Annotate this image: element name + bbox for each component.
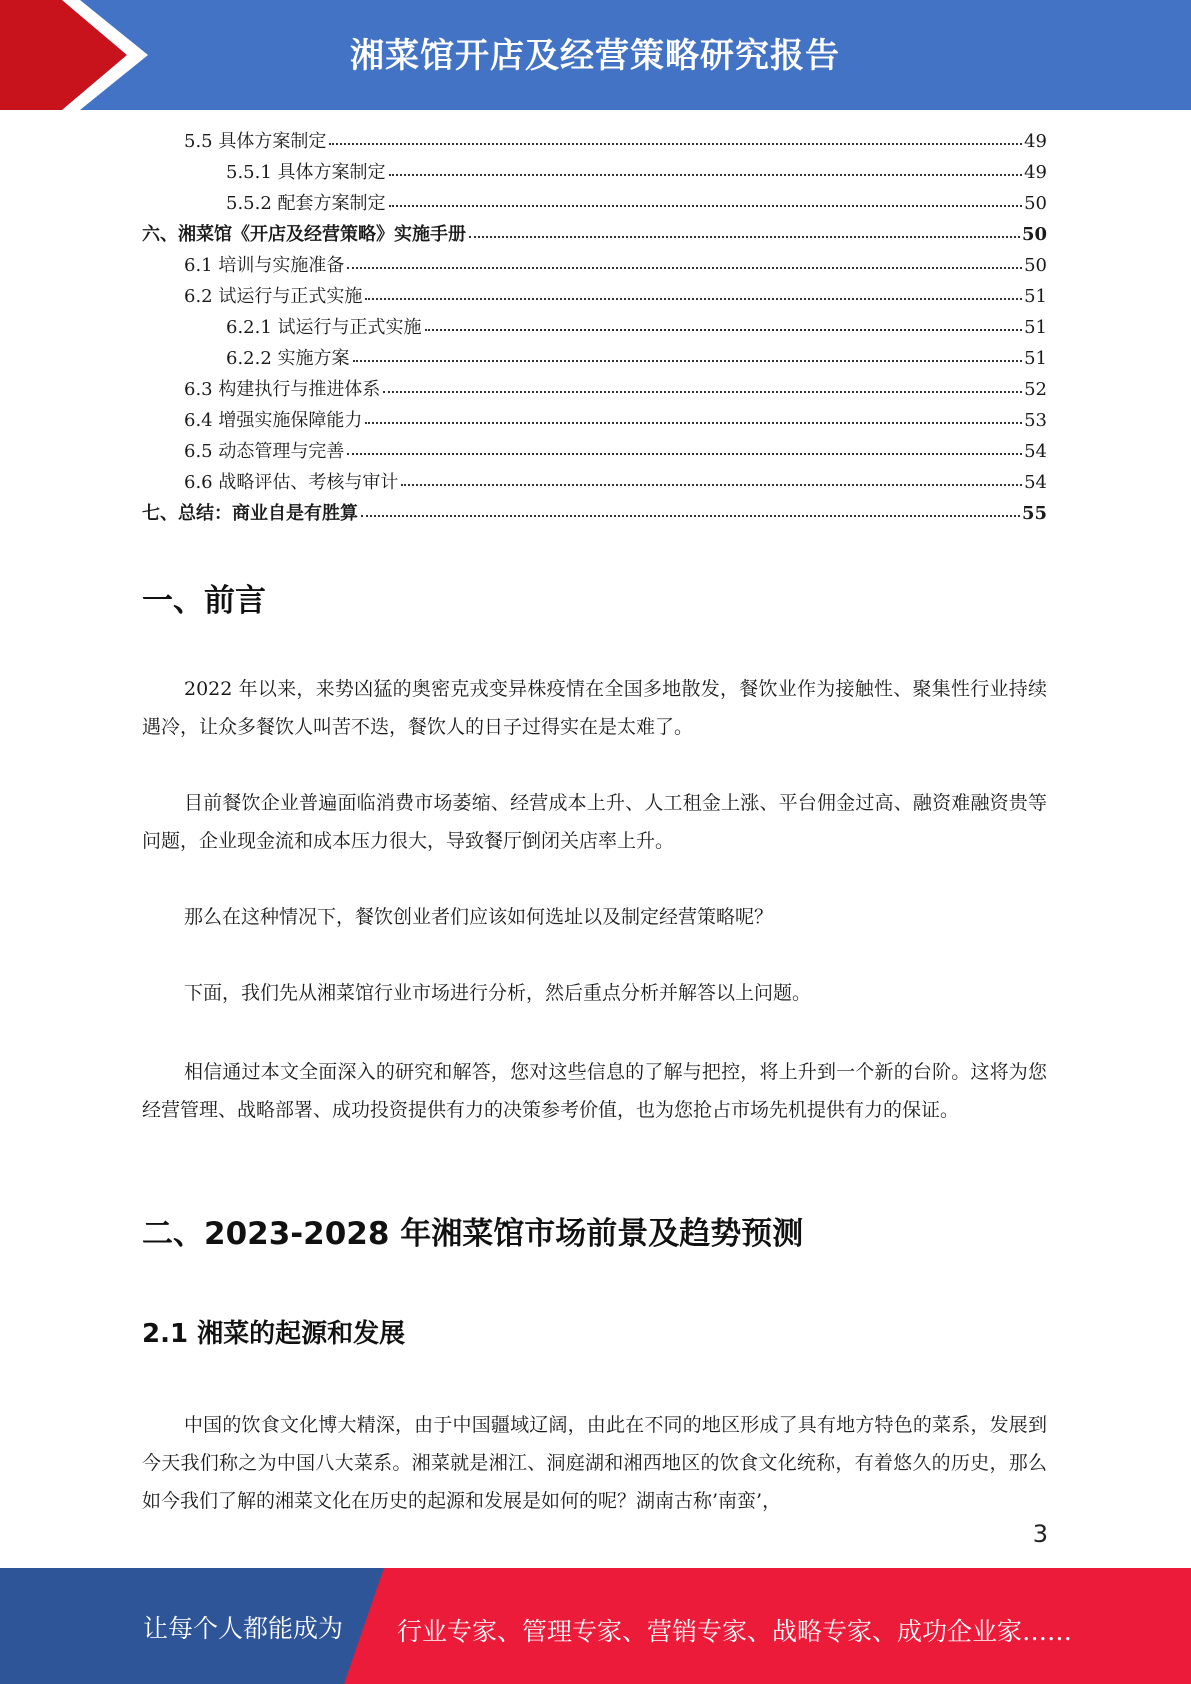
- toc-leader-dots: [389, 174, 1023, 176]
- toc-entry-label: 6.3 构建执行与推进体系: [184, 379, 381, 400]
- toc-entry-label: 六、湘菜馆《开店及经营策略》实施手册: [142, 224, 466, 245]
- toc-entry-page: 51: [1024, 286, 1047, 307]
- toc-entry-label: 5.5 具体方案制定: [184, 131, 327, 152]
- toc-entry-page: 50: [1024, 255, 1047, 276]
- section-heading-forecast: 二、2023-2028 年湘菜馆市场前景及趋势预测: [142, 1216, 804, 1252]
- toc-entry-page: 50: [1024, 193, 1047, 214]
- toc-entry-page: 50: [1021, 224, 1047, 245]
- toc-entry[interactable]: [226, 345, 1047, 373]
- subsection-heading: 2.1 湘菜的起源和发展: [142, 1319, 406, 1349]
- paragraph: 2022 年以来，来势凶猛的奥密克戎变异株疫情在全国多地散发，餐饮业作为接触性、聚集性行业持续遇冷，让众多餐饮人叫苦不迭，餐饮人的日子过得实在是太难了。: [142, 678, 1047, 738]
- report-title: 湘菜馆开店及经营策略研究报告: [350, 36, 840, 76]
- toc-entry[interactable]: [142, 221, 1047, 249]
- toc-leader-dots: [365, 298, 1022, 300]
- toc-entry-page: 54: [1024, 472, 1047, 493]
- paragraph: 目前餐饮企业普遍面临消费市场萎缩、经营成本上升、人工租金上涨、平台佣金过高、融资难融资贵等问题，企业现金流和成本压力很大，导致餐厅倒闭关店率上升。: [142, 792, 1047, 852]
- footer-banner: [0, 1568, 1191, 1684]
- toc-entry-label: 6.5 动态管理与完善: [184, 441, 345, 462]
- toc-entry-page: 49: [1024, 162, 1047, 183]
- section-heading-preface: 一、前言: [142, 583, 266, 619]
- footer-slogan-left: 让每个人都能成为: [143, 1614, 344, 1643]
- toc-entry-label: 5.5.1 具体方案制定: [226, 162, 386, 183]
- paragraph: 中国的饮食文化博大精深，由于中国疆域辽阔，由此在不同的地区形成了具有地方特色的菜系，发展到今天我们称之为中国八大菜系。湘菜就是湘江、洞庭湖和湘西地区的饮食文化统称，有着悠久的历史，那么如今我们了解的湘菜文化在历史的起源和发展是如何的呢？湖南古称’南蛮’，: [142, 1414, 1047, 1512]
- header-banner: [0, 0, 1191, 110]
- toc-leader-dots: [401, 484, 1022, 486]
- toc-entry-label: 6.4 增强实施保障能力: [184, 410, 363, 431]
- toc-leader-dots: [365, 422, 1022, 424]
- toc-entry-page: 52: [1024, 379, 1047, 400]
- toc-entry-label: 6.2 试运行与正式实施: [184, 286, 363, 307]
- toc-leader-dots: [353, 360, 1023, 362]
- toc-entry[interactable]: [184, 438, 1047, 466]
- toc-entry[interactable]: [226, 190, 1047, 218]
- toc-leader-dots: [347, 267, 1022, 269]
- toc-entry-page: 54: [1024, 441, 1047, 462]
- toc-entry[interactable]: [142, 500, 1047, 528]
- toc-entry-page: 53: [1024, 410, 1047, 431]
- toc-entry-page: 51: [1024, 348, 1047, 369]
- toc-entry-label: 5.5.2 配套方案制定: [226, 193, 386, 214]
- toc-entry-page: 51: [1024, 317, 1047, 338]
- toc-entry-page: 55: [1021, 503, 1047, 524]
- toc-entry[interactable]: [184, 283, 1047, 311]
- paragraph: 相信通过本文全面深入的研究和解答，您对这些信息的了解与把控，将上升到一个新的台阶。这将为您经营管理、战略部署、成功投资提供有力的决策参考价值，也为您抢占市场先机提供有力的保证。: [142, 1061, 1047, 1121]
- page-number: 3: [1032, 1520, 1048, 1548]
- toc-entry-page: 49: [1024, 131, 1047, 152]
- toc-leader-dots: [383, 391, 1022, 393]
- toc-entry-label: 6.2.2 实施方案: [226, 348, 350, 369]
- toc-entry[interactable]: [184, 407, 1047, 435]
- paragraph: 下面，我们先从湘菜馆行业市场进行分析，然后重点分析并解答以上问题。: [184, 982, 812, 1004]
- toc-entry[interactable]: [226, 159, 1047, 187]
- toc-leader-dots: [469, 236, 1020, 238]
- toc-leader-dots: [361, 515, 1020, 517]
- toc-leader-dots: [389, 205, 1023, 207]
- toc-leader-dots: [329, 143, 1022, 145]
- toc-entry[interactable]: [226, 314, 1047, 342]
- toc-entry[interactable]: [184, 252, 1047, 280]
- toc-entry[interactable]: [184, 376, 1047, 404]
- toc-entry[interactable]: [184, 128, 1047, 156]
- toc-entry-label: 6.6 战略评估、考核与审计: [184, 472, 399, 493]
- paragraph: 那么在这种情况下，餐饮创业者们应该如何选址以及制定经营策略呢？: [184, 906, 774, 928]
- toc-entry[interactable]: [184, 469, 1047, 497]
- toc-leader-dots: [425, 329, 1023, 331]
- toc-entry-label: 七、总结：商业自是有胜算: [142, 503, 358, 524]
- toc-entry-label: 6.2.1 试运行与正式实施: [226, 317, 422, 338]
- footer-slogan-right: 行业专家、管理专家、营销专家、战略专家、成功企业家……: [397, 1617, 1073, 1646]
- toc-leader-dots: [347, 453, 1022, 455]
- toc-entry-label: 6.1 培训与实施准备: [184, 255, 345, 276]
